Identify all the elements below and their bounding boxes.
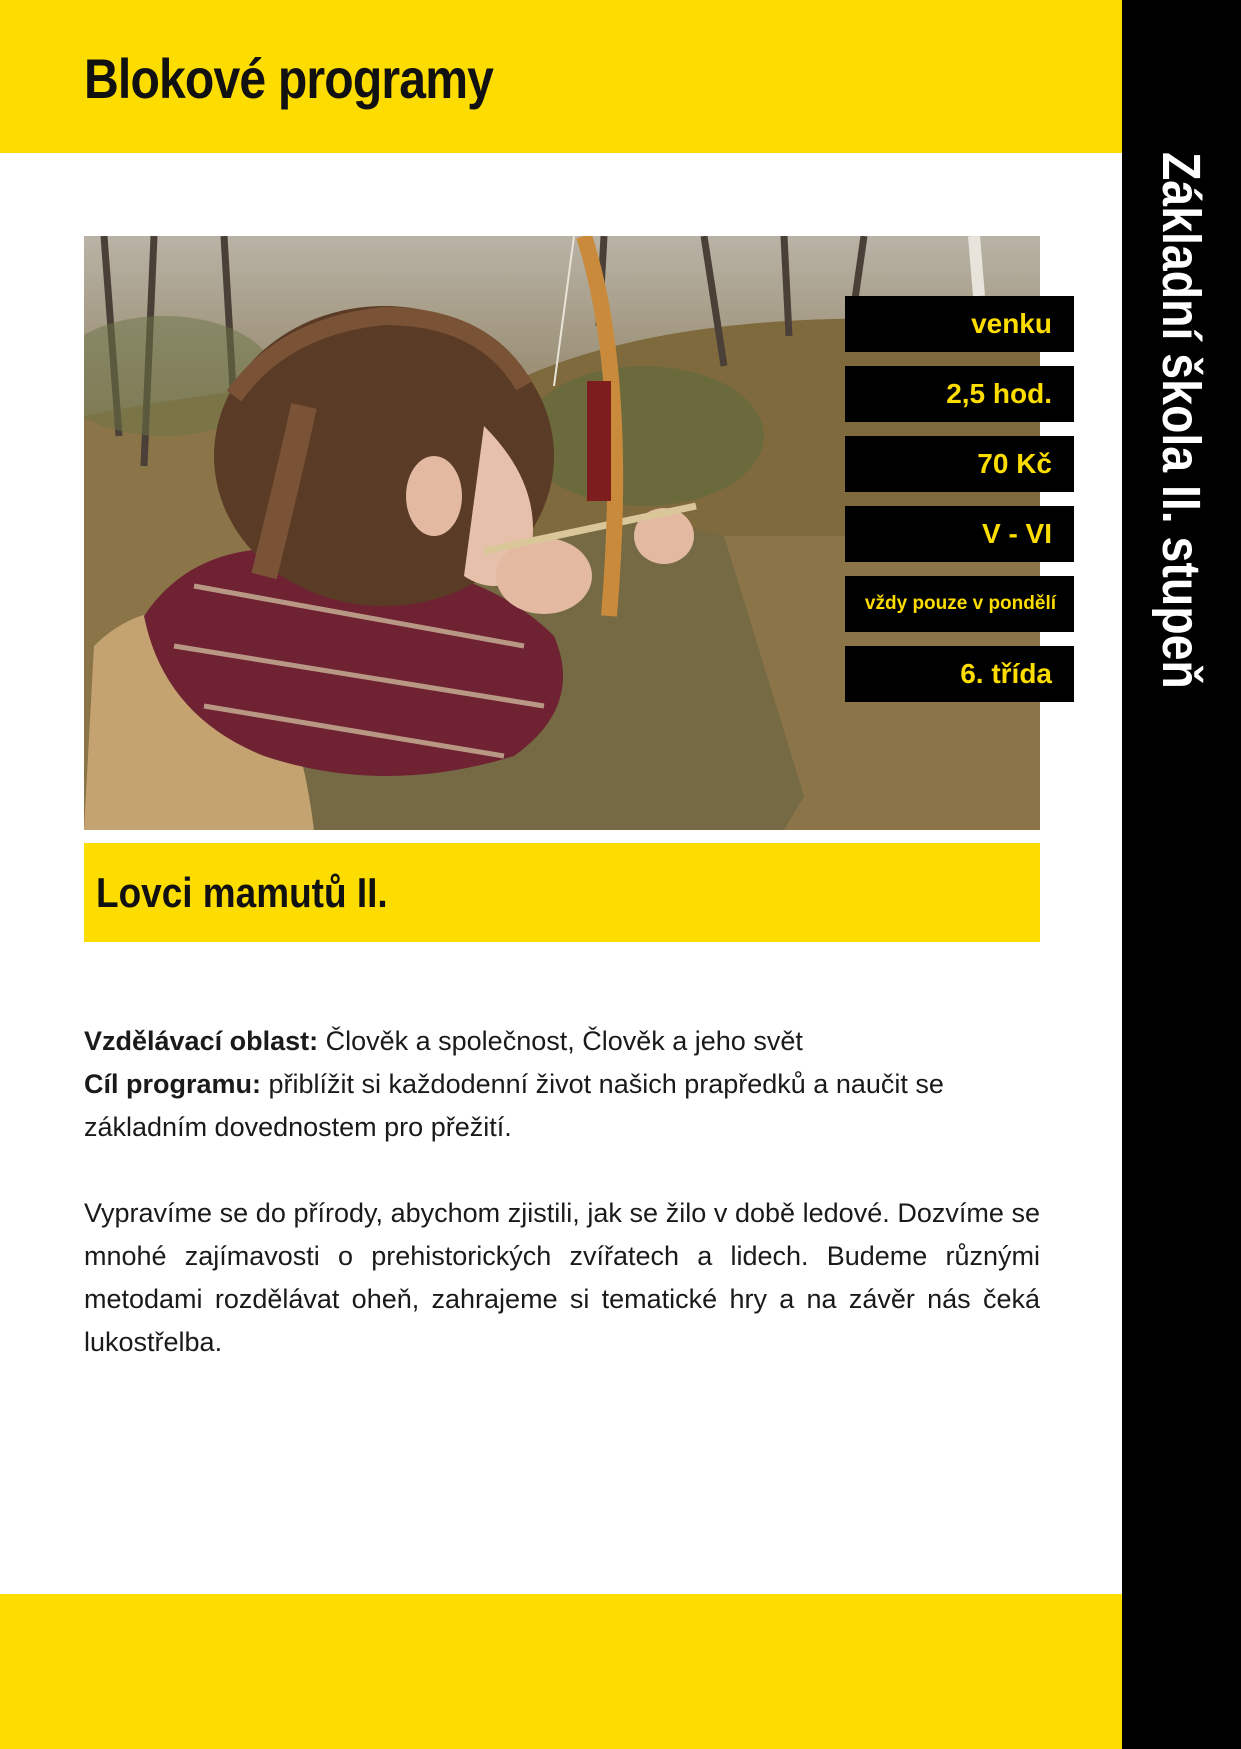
duration-tag: 2,5 hod. [845,366,1074,422]
grade-tag: 6. třída [845,646,1074,702]
program-title-band [84,843,1040,942]
school-level-label: Základní škola II. stupeň [1151,152,1211,689]
footer-band [0,1594,1122,1749]
goal-label: Cíl programu: [84,1069,262,1099]
program-description: Vypravíme se do přírody, abychom zjistili, jak se žilo v době ledové. Dozvíme se mnohé zajímavosti o prehistorických zvířatech a lidech. Budeme různými metodami rozdělávat oheň, zahrajeme si tematické hry a na závěr nás čeká lukostřelba. [84,1198,1040,1357]
area-line [84,1020,1040,1063]
area-value: Člověk a společnost, Člověk a jeho svět [318,1026,803,1056]
goal-line [84,1063,1040,1149]
area-label: Vzdělávací oblast: [84,1026,319,1056]
location-tag: venku [845,296,1074,352]
schedule-tag: vždy pouze v pondělí [845,576,1074,632]
header-band [0,0,1122,153]
season-tag: V - VI [845,506,1074,562]
price-tag: 70 Kč [845,436,1074,492]
program-tags [845,296,1074,716]
page-title: Blokové programy [84,47,494,110]
program-title: Lovci mamutů II. [96,869,388,916]
goal-value: přiblížit si každodenní život našich prapředků a naučit se základním dovednostem pro přežití. [84,1069,944,1142]
program-content [84,1020,1040,1364]
